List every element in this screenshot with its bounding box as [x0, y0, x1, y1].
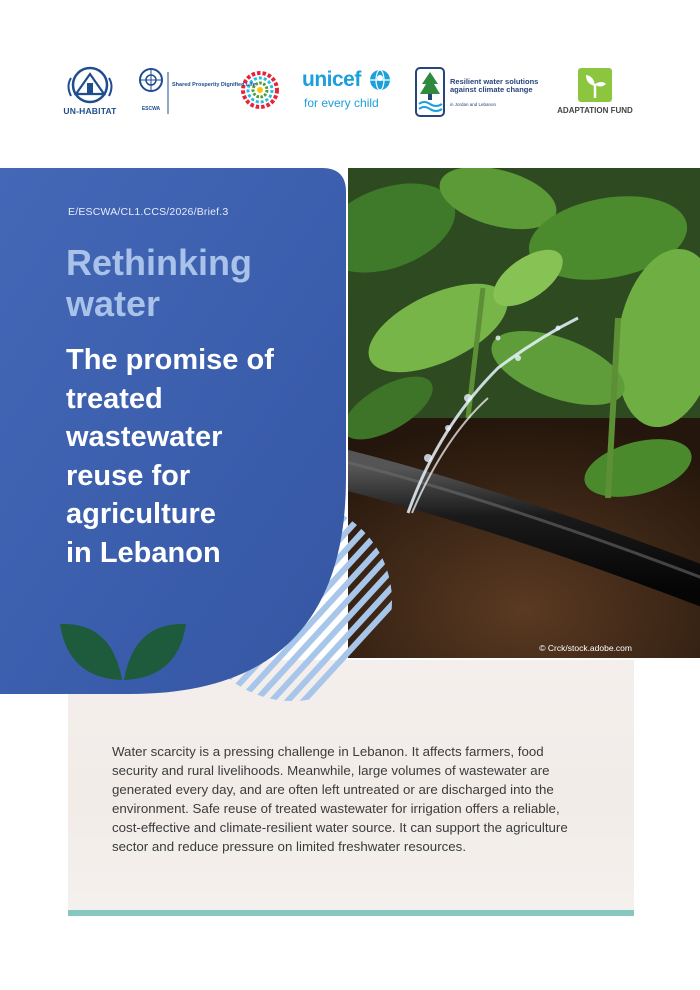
- leaf-icon: [58, 612, 188, 682]
- bottom-rule: [68, 910, 634, 916]
- sprout-icon: [578, 68, 612, 102]
- main-title: [66, 242, 336, 324]
- resilient-water-wordmark: Resilient water solutions against climate change: [450, 77, 539, 94]
- subtitle-line: wastewater: [66, 421, 223, 453]
- escwa-tagline: Shared Prosperity Dignified Life: [172, 82, 256, 88]
- escwa-logo: [136, 66, 284, 118]
- document-reference: E/ESCWA/CL1.CCS/2026/Brief.3: [68, 206, 229, 218]
- title-line-2: water: [66, 283, 161, 324]
- unicef-globe-icon: [368, 68, 392, 92]
- adaptation-fund-wordmark: ADAPTATION FUND: [557, 106, 633, 115]
- un-habitat-wordmark: UN-HABITAT: [63, 106, 117, 116]
- cedar-tree-icon: [414, 64, 448, 120]
- unicef-tagline: for every child: [304, 96, 379, 110]
- title-line-1: Rethinking: [66, 242, 252, 283]
- resilient-water-subtitle: in Jordan and Lebanon: [450, 102, 497, 107]
- un-habitat-logo: [62, 66, 118, 118]
- unicef-logo: [302, 66, 398, 116]
- irrigation-illustration: [348, 168, 700, 658]
- photo-credit: © Crck/stock.adobe.com: [539, 643, 632, 653]
- subtitle-line: treated: [66, 382, 163, 415]
- partner-logos: [0, 0, 700, 168]
- cover-photo-drip-irrigation: [348, 168, 700, 658]
- adaptation-fund-logo: [552, 66, 638, 118]
- subtitle-line: reuse for: [66, 459, 191, 492]
- subtitle: [66, 341, 336, 572]
- subtitle-line: The promise of: [66, 344, 274, 376]
- subtitle-line: agriculture: [66, 498, 216, 530]
- escwa-wordmark: ESCWA: [141, 106, 161, 112]
- un-emblem-icon: [62, 66, 118, 106]
- resilient-water-logo: [414, 64, 538, 120]
- subtitle-line: in Lebanon: [66, 536, 221, 569]
- summary-text: Water scarcity is a pressing challenge in Lebanon. It affects farmers, food security and rural livelihoods. Meanwhile, large volumes of wastewater are generated every day, and are often left untreated or are discharged into the environment. Safe reuse of treated wastewater for irrigation offers a reliable, cost-effective and climate-resilient water source. It can support the agriculture sector and reduce pressure on limited freshwater resources.: [112, 744, 568, 854]
- unicef-wordmark: unicef: [302, 68, 361, 91]
